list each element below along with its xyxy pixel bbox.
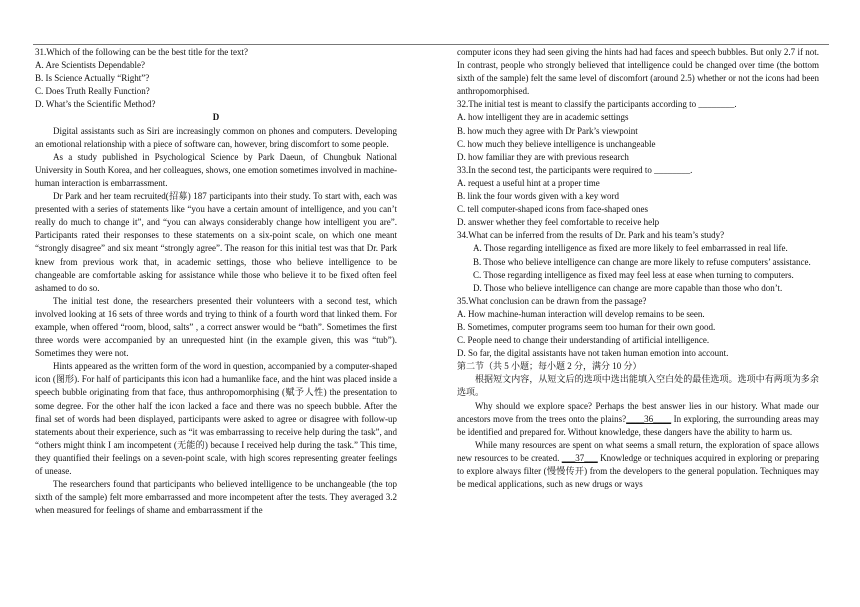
- question-31-option-c: C. Does Truth Really Function?: [35, 86, 150, 97]
- cloze-blank-36: ____36____: [626, 413, 672, 424]
- question-34-stem: 34.What can be inferred from the results of Dr. Park and his team’s study?: [457, 230, 725, 241]
- question-33-option-a: A. request a useful hint at a proper time: [457, 177, 600, 188]
- question-35-option-a: A. How machine-human interaction will develop remains to be seen.: [457, 308, 705, 319]
- question-33-option-b: B. link the four words given with a key word: [457, 191, 619, 202]
- passage-paragraph: As a study published in Psychological Science by Park Daeun, of Chungbuk National University in South Korea, and her colleagues, shows, one emotion sometimes involved in machine-human interaction is embarrassment.: [35, 151, 397, 188]
- passage-continuation: computer icons they had seen giving the hints had had faces and speech bubbles. But only 2.7 if not. In contrast, people who strongly believed that intelligence could be changed over time (the bottom sixth of the sample) felt the same level of discomfort (around 2.5) whether or not the icons had been anthropomorphised.: [457, 47, 819, 97]
- cloze-paragraph-2: [457, 439, 819, 491]
- question-31-option-b: B. Is Science Actually “Right”?: [35, 73, 150, 84]
- section-instruction: 根据短文内容，从短文后的选项中选出能填入空白处的最佳选项。选项中有两项为多余选项。: [457, 374, 819, 398]
- section-heading: 第二节（共 5 小题；每小题 2 分，满分 10 分）: [457, 361, 642, 372]
- question-34-option-b: B. Those who believe intelligence can change are more likely to refuse computers’ assistance.: [473, 256, 811, 267]
- left-column: [35, 46, 397, 517]
- question-31-option-a: A. Are Scientists Dependable?: [35, 60, 145, 71]
- passage-paragraph: The researchers found that participants who believed intelligence to be unchangeable (the top sixth of the sample) felt more embarrassed and more incompetent after the tests. They averaged 3.2 when measured for feelings of shame and embarrassment if the: [35, 479, 397, 516]
- question-33-option-d: D. answer whether they feel comfortable to receive help: [457, 217, 660, 228]
- question-35-option-c: C. People need to change their understanding of artificial intelligence.: [457, 335, 710, 346]
- question-31-option-d: D. What’s the Scientific Method?: [35, 99, 156, 110]
- question-34-option-d: D. Those who believe intelligence can change are more capable than those who don’t.: [473, 282, 783, 293]
- question-32-option-d: D. how familiar they are with previous research: [457, 151, 629, 162]
- question-31-stem: 31.Which of the following can be the best title for the text?: [35, 47, 248, 57]
- right-column: [457, 46, 819, 491]
- question-34-option-a: A. Those regarding intelligence as fixed are more likely to feel embarrassed in real life.: [473, 243, 788, 254]
- cloze-text: In exploring, the surrounding areas may be identified and prepared for. Without knowledge, these dangers have the ability to harm us.: [457, 413, 820, 437]
- question-32-stem: 32.The initial test is meant to classify the participants according to ________.: [457, 99, 737, 110]
- question-33-stem: 33.In the second test, the participants were required to ________.: [457, 164, 693, 175]
- cloze-paragraph-1: [457, 400, 819, 439]
- passage-paragraph: Digital assistants such as Siri are increasingly common on phones and computers. Developing an emotional relationship with a piece of software can, however, bring discomfort to some people.: [35, 125, 397, 149]
- passage-paragraph: Dr Park and her team recruited(招募) 187 participants into their study. To start with, each was presented with a series of statements like “you have a certain amount of intelligence, and you can’t really do much to change it”, and “you can always considerably change how intelligent you are”. Participants rated their responses to these statements on a six-point scale, on which one meant “strongly disagree” and six meant “strongly agree”. The reason for this initial test was that Dr. Park knew from previous work that, in academic settings, those who believe intelligence to be changeable are comfortable asking for assistance while those who believe it to be fixed often feel ashamed to do so.: [35, 191, 397, 293]
- question-35-option-d: D. So far, the digital assistants have not taken human emotion into account.: [457, 348, 729, 359]
- question-32-option-c: C. how much they believe intelligence is unchangeable: [457, 138, 656, 149]
- question-35-stem: 35.What conclusion can be drawn from the passage?: [457, 295, 647, 306]
- question-35-option-b: B. Sometimes, computer programs seem too human for their own good.: [457, 321, 716, 332]
- passage-title: D: [212, 112, 220, 123]
- cloze-blank-37: ___37___: [561, 452, 598, 463]
- question-34-option-c: C. Those regarding intelligence as fixed may feel less at ease when turning to computers.: [473, 269, 794, 280]
- question-32-option-b: B. how much they agree with Dr Park’s viewpoint: [457, 125, 638, 136]
- header-rule: [33, 44, 829, 45]
- cloze-text: Why should we explore space? Perhaps the best answer lies in our history. What made our ancestors move from the trees onto the plains?: [457, 400, 819, 424]
- question-32-option-a: A. how intelligent they are in academic settings: [457, 112, 629, 123]
- cloze-text: Knowledge or techniques acquired in exploring or preparing to explore always filter (慢慢传开) from the developers to the general population. Techniques may be medical applications, such as new drugs or ways: [457, 452, 819, 490]
- question-33-option-c: C. tell computer-shaped icons from face-shaped ones: [457, 204, 649, 215]
- cloze-text: While many resources are spent on what seems a small return, the exploration of space allows new resources to be created.: [457, 439, 819, 463]
- passage-paragraph: The initial test done, the researchers presented their volunteers with a second test, which involved looking at 16 sets of three words and trying to think of a fourth word that linked them. For example, when offered “room, blood, salts” , a correct answer would be “bath”. Sometimes the first three words were accompanied by an unrequested hint (in the example given, this was “tub”). Sometimes they were not.: [35, 295, 397, 359]
- passage-paragraph: Hints appeared as the written form of the word in question, accompanied by a computer-shaped icon (图形). For half of participants this icon had a humanlike face, and the hint was placed inside a speech bubble originating from that face, thus anthropomorphising (赋予人性) the presentation to some degree. For the other half the icon lacked a face and there was no speech bubble. After the final set of words had been displayed, participants were asked to agree or disagree with follow-up statements about their experience, such as “it was embarrassing to receive help during the task”, and “others might think I am incompetent (无能的) because I received help during the task.” This time, they quantified their feelings on a seven-point scale, with high scores representing greater feelings of unease.: [35, 361, 397, 476]
